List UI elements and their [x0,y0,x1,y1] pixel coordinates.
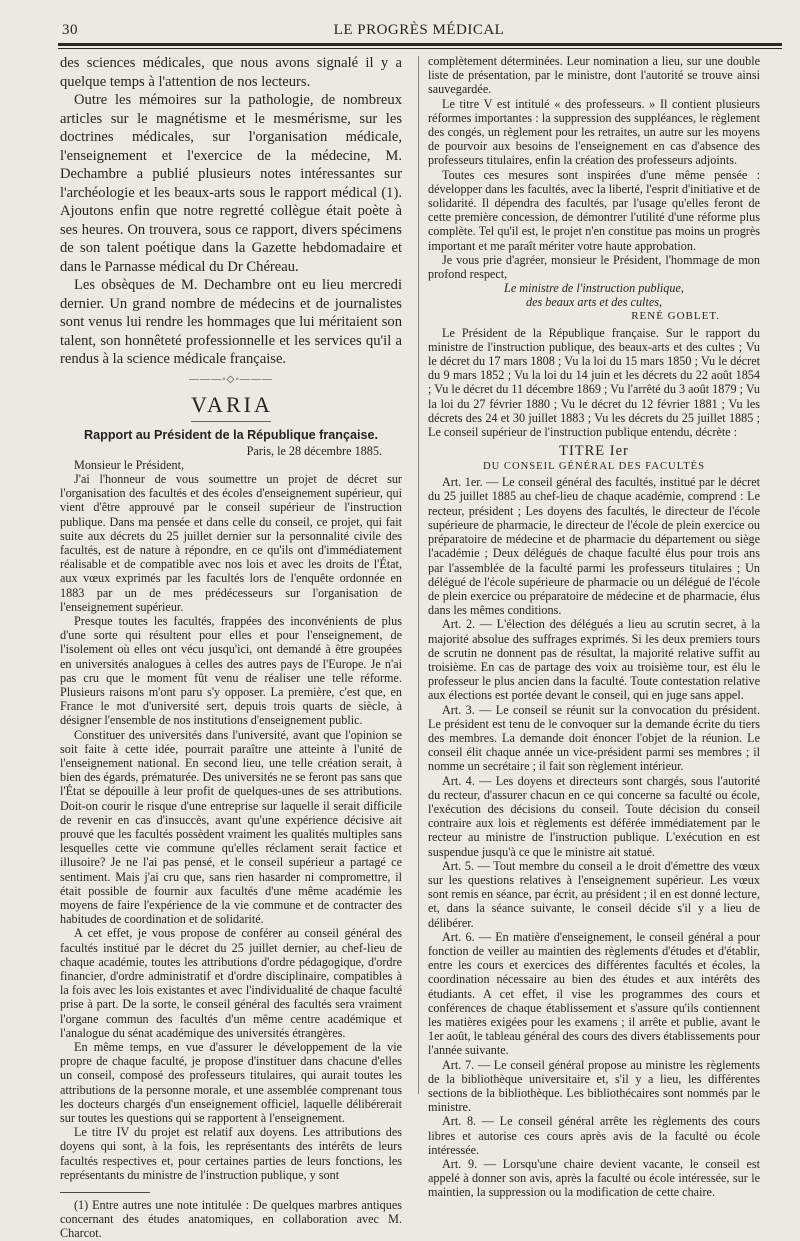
article-6: Art. 6. — En matière d'enseignement, le conseil général a pour fonction de veiller au maintien des règlements d'études et d'établir, entre les cours et exercices des différentes facultés et écoles, la coordination nécessaire au bien des études et aux intérêts des étudiants. A cet effet, il vise les programmes des cours et conférences de chaque établissement et s'assure qu'ils contiennent les matières exigées pour les examens ; il arrête et publie, avant le 1er août, le tableau général des cours des divers établissements pour l'année suivante. [428,929,760,1058]
signature-name: RENÉ GOBLET. [631,309,720,322]
salutation: Monsieur le Président, [74,457,185,472]
right-column [428,54,760,1200]
article-2: Art. 2. — L'élection des délégués a lieu au scrutin secret, à la majorité absolue des suffrages exprimés. Si les deux premiers tours de scrutin ne donnent pas de résultat, la majorité relative suffit au troisième. En cas de partage des voix au troisième tour, est élu le professeur le plus ancien dans la faculté. Toute contestation relative aux élections est portée devant le conseil, qui en juge sans appel. [428,617,760,703]
left-column [60,54,402,1241]
article-9: Art. 9. — Lorsqu'une chaire devient vacante, le conseil est appelé à donner son avis, après la faculté ou école intéressée, sur le maintien, la suppression ou la modification de cette chaire. [428,1157,760,1200]
article-1: Art. 1er. — Le conseil général des facultés, institué par le décret du 25 juillet 1885 au chef-lieu de chaque académie, comprend : Le recteur, président ; Les doyens des facultés, le directeur de l'école supérieure de pharmacie, le directeur de l'école de plein exercice ou préparatoire de médecine et de pharmacie du département ou siège l'académie ; Deux délégués de chaque faculté élus pour trois ans par l'assemblée de la faculté parmi les professeurs titulaires ; Un délégué de l'école supérieure de pharmacie ou un délégué de l'école de plein exercice ou préparatoire de médecine et de pharmacie, élus dans les mêmes conditions. [428,475,760,618]
header-rule-thin [58,48,782,49]
paragraph: Presque toutes les facultés, frappées des inconvénients de plus d'une sorte qui résultent pour elles et pour l'enseignement, de l'isolement où elles ont vécu jusqu'ici, ont demandé à être groupées en universités analogues à celles des autres pays de l'Europe. Je n'ai pas cru que le moment fût venu de réaliser une telle réforme. Plusieurs raisons m'ont paru s'y opposer. La première, c'est que, en France le mot d'université sert, depuis trois quarts de siècle, à désigner l'ensemble de nos institutions d'enseignement public. [60,613,402,728]
article-3: Art. 3. — Le conseil se réunit sur la convocation du président. Le président est tenu de le convoquer sur la demande écrite du tiers des membres. La demande doit énoncer l'objet de la réunion. Le conseil élit chaque année un vice-président parmi ses membres ; il nomme un secrétaire ; il fait son règlement intérieur. [428,702,760,774]
title-heading: TITRE Ier [559,443,629,460]
paragraph: Le titre V est intitulé « des professeurs. » Il contient plusieurs réformes importantes : la suppression des suppléances, le règlement des congés, un règlement pour les retraites, un autre sur les moyens de pourvoir aux besoins de l'enseignement en cas d'absence des professeurs titulaires, enfin la création des professeurs adjoints. [428,96,760,168]
title-subheading: DU CONSEIL GÉNÉRAL DES FACULTÉS [482,461,706,473]
dateline: Paris, le 28 décembre 1885. [246,443,382,458]
page-header [58,22,780,42]
signature-line [428,295,760,309]
signature-title: Le ministre de l'instruction publique, [504,281,684,296]
article-title: Rapport au Président de la République française. [84,427,378,442]
section-heading-varia: VARIA [191,392,271,422]
paragraph: Je vous prie d'agréer, monsieur le Président, l'hommage de mon profond respect, [428,252,760,282]
paragraph: En même temps, en vue d'assurer le développement de la vie propre de chaque faculté, je propose d'instituer dans chacune d'elles un conseil, composé des professeurs titulaires, qui aurait toutes les attributions de la personne morale, et une assemblée comprenant tous les docteurs chargés d'un enseignement officiel, laquelle délibérerait sur toutes les questions qui se rapportent à l'enseignement. [60,1040,402,1126]
paragraph: Les obsèques de M. Dechambre ont eu lieu mercredi dernier. Un grand nombre de médecins et de journalistes sont venus lui rendre les hommages que lui méritaient son talent, son honnêteté professionnelle et les services qu'il a rendus à la science médicale française. [60,277,402,367]
paragraph: Le titre IV du projet est relatif aux doyens. Les attributions des doyens qui sont, à la fois, les représentants des intérêts de leurs facultés respectives et, pour certaines parties de leurs fonctions, les représentants du ministre de l'instruction publique, y sont [60,1125,402,1182]
paragraph: Toutes ces mesures sont inspirées d'une même pensée : développer dans les facultés, avec la liberté, l'esprit d'initiative et de solidarité. Il dépendra des facultés, par l'usage qu'elles feront de cette première concession, de démontrer l'utilité d'une réforme plus complète. Tel qu'il est, le projet n'en constitue pas moins un progrès important et me paraît mériter votre haute approbation. [428,167,760,253]
article-4: Art. 4. — Les doyens et directeurs sont chargés, sous l'autorité du recteur, d'assurer chacun en ce qui concerne sa faculté ou école, l'exécution des décisions du conseil. Toute décision du conseil contraire aux lois et règlements est déférée immédiatement par le recteur au ministre de l'instruction publique. L'exécution en est suspendue jusqu'à ce que le ministre ait statué. [428,773,760,859]
article-8: Art. 8. — Le conseil général arrête les règlements des cours libres et autorise ces cours après avis de la faculté ou école intéressée. [428,1114,760,1157]
paragraph: A cet effet, je vous propose de conférer au conseil général des facultés institué par le décret du 25 juillet dernier, au chef-lieu de chaque académie, toutes les attributions d'ordre pédagogique, d'ordre financier, d'ordre administratif et d'ordre disciplinaire, compatibles à la fois avec les lois existantes et avec l'individualité de chaque faculté prise à part. De la sorte, le conseil général des facultés sera vraiment l'organe commun des facultés d'un même centre académique et l'analogue du sénat académique des universités étrangères. [60,926,402,1040]
column-divider [418,56,419,1094]
paragraph: Constituer des universités dans l'université, avant que l'opinion se soit faite à cette idée, pourrait paraître une atteinte à l'unité de l'enseignement national. En second lieu, une telle création serait, à bien des égards, prématurée. Des universités ne se feront pas sans que l'État se dépouille à leur profit de quelques-unes de ses attributions. Doit-on courir le risque d'une entreprise sur laquelle il serait difficile de revenir en cas d'insuccès, avant qu'une expérience décisive ait prouvé que les facultés possèdent vraiment les qualités multiples sans lesquelles cette vie commune qu'elles réclament serait factice et illusoire? Je ne l'ai pas pensé, et le conseil supérieur a partagé ce sentiment. Mais j'ai cru que, sans rien hasarder ni compromettre, il était possible de fournir aux facultés d'une même académie les moyens de faire l'expérience de la vie commune et de contracter des habitudes de coordination et de solidarité. [60,727,402,927]
paragraph: J'ai l'honneur de vous soumettre un projet de décret sur l'organisation des facultés et des écoles d'enseignement supérieur, qui vient d'être approuvé par le conseil supérieur de l'instruction publique. Dans ma pensée et dans celle du conseil, ce projet, qui fait suite aux décrets du 25 juillet dernier sur la personnalité civile des facultés, est de nature à répondre, en ce qu'ils ont d'immédiatement réalisable et de compatible avec nos lois et avec les droits de l'État, aux vœux exprimés par les facultés lors de l'enquête ordonnée en 1883 par un de mes prédécesseurs sur l'organisation de l'enseignement supérieur. [60,471,402,614]
signature-line [428,281,760,295]
footnote: (1) Entre autres une note intitulée : De quelques marbres antiques concernant des études anatomiques, en collaboration avec M. Charcot. [60,1198,402,1241]
paragraph: Outre les mémoires sur la pathologie, de nombreux articles sur le magnétisme et le mesmérisme, sur les doctrines médicales, sur l'organisation médicale, l'enseignement et l'exercice de la médecine, M. Dechambre a publié plusieurs notes intéressantes sur l'archéologie et les beaux-arts sous le rapport médical (1). Ajoutons enfin que notre regretté collègue était poète à ses heures. On trouvera, sous ce rapport, divers spécimens de son talent poétique dans la Gazette hebdomadaire et dans le Parnasse médical du Dr Chéreau. [60,92,402,275]
footnote-rule [60,1192,150,1193]
section-ornament: ———◦◇◦——— [189,373,273,385]
journal-title: LE PROGRÈS MÉDICAL [333,22,505,38]
article-7: Art. 7. — Le conseil général propose au ministre les règlements de la bibliothèque universitaire et, s'il y a lieu, les différentes sections de la bibliothèque. Les bibliothécaires sont nommés par le ministre. [428,1057,760,1115]
paragraph: complètement déterminées. Leur nomination a lieu, sur une double liste de présentation, par le ministre, dont l'autorité se trouve ainsi sauvegardée. [428,54,760,97]
paragraph: Le Président de la République française. Sur le rapport du ministre de l'instruction publique, des beaux-arts et des cultes ; Vu le décret du 17 mars 1808 ; Vu la loi du 15 mars 1850 ; Vu le décret du 9 mars 1852 ; Vu la loi du 14 juin et les décrets du 22 août 1854 ; Vu le décret du 11 décembre 1869 ; Vu l'arrêté du 3 août 1879 ; Vu la loi du 27 février 1880 ; Vu le décret du 12 février 1881 ; Vu les décrets des 24 et 30 juillet 1883 ; Vu les décrets du 25 juillet 1885 ; Le conseil supérieur de l'instruction publique entendu, décrète : [428,325,760,440]
signature-title-continued: des beaux arts et des cultes, [525,295,663,310]
article-5: Art. 5. — Tout membre du conseil a le droit d'émettre des vœux sur les questions relatives à l'enseignement supérieur. Les vœux sont remis en séance, par écrit, au président ; il en est donné lecture, et, dans la séance suivante, le conseil décide s'il y a lieu de délibérer. [428,858,760,930]
page-number: 30 [62,22,78,38]
paragraph: des sciences médicales, que nous avons signalé il y a quelque temps à l'attention de nos lecteurs. [60,55,402,90]
header-rule [58,43,782,46]
